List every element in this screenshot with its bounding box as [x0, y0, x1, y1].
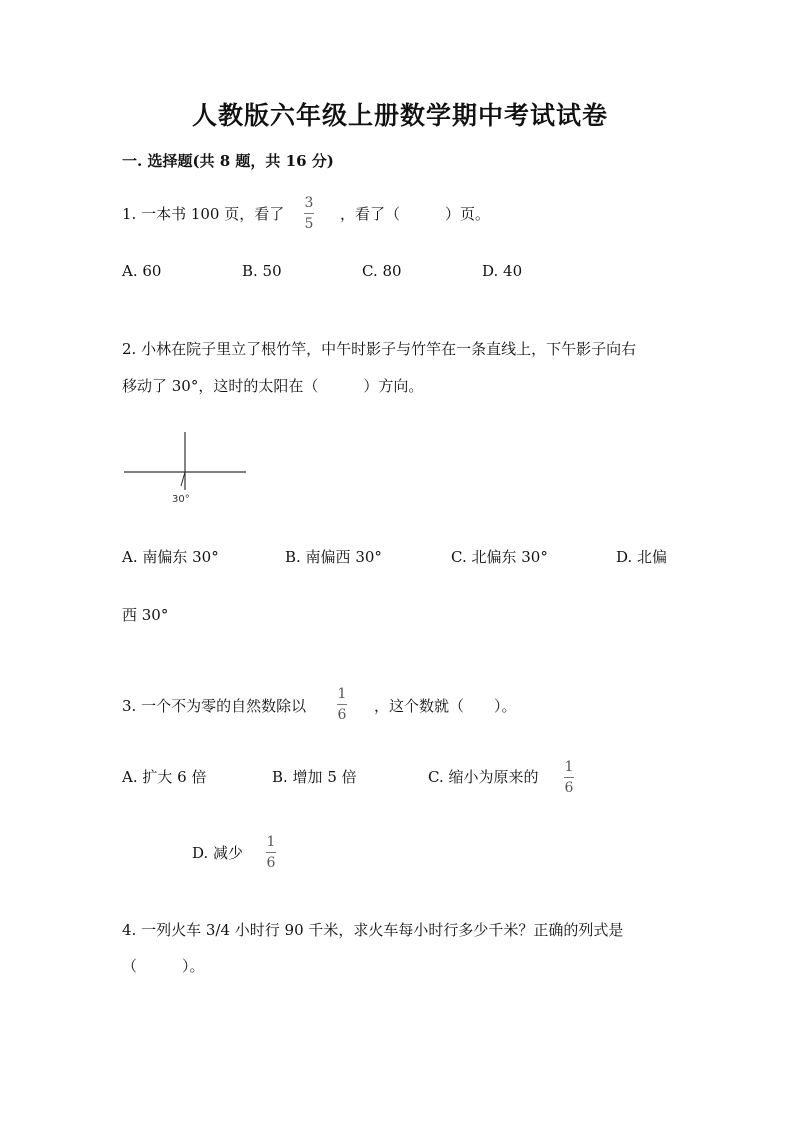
- option-b[interactable]: B. 增加 5 倍: [272, 768, 357, 786]
- option-d[interactable]: D. 减少: [192, 844, 244, 862]
- option-c-fraction: [564, 760, 574, 795]
- question-4-stem-line1: 4. 一列火车 3/4 小时行 90 千米，求火车每小时行多少千米？正确的列式是: [122, 921, 624, 939]
- page-title: 人教版六年级上册数学期中考试试卷: [191, 101, 608, 130]
- question-1-stem-before: 1. 一本书 100 页，看了: [122, 205, 285, 223]
- option-b[interactable]: B. 南偏西 30°: [285, 548, 382, 566]
- fraction-denominator: 6: [337, 707, 347, 723]
- question-2-stem-line2: 移动了 30°，这时的太阳在（ ）方向。: [122, 377, 424, 395]
- option-d[interactable]: D. 40: [482, 262, 523, 280]
- fraction-1-6: [337, 687, 347, 722]
- option-d-continued[interactable]: 西 30°: [122, 606, 169, 624]
- angle-label: 30°: [172, 494, 190, 505]
- question-3-stem-after: ，这个数就（ ）。: [374, 697, 517, 715]
- fraction-numerator: 3: [304, 195, 314, 211]
- fraction-denominator: 6: [266, 855, 276, 871]
- shadow-angle-diagram: [120, 428, 260, 518]
- fraction-numerator: 1: [266, 834, 276, 850]
- fraction-numerator: 1: [564, 759, 574, 775]
- option-a[interactable]: A. 南偏东 30°: [122, 548, 219, 566]
- question-1-stem-after: ，看了（ ）页。: [340, 205, 491, 223]
- option-b[interactable]: B. 50: [242, 262, 282, 280]
- fraction-bar: [266, 852, 276, 853]
- option-c[interactable]: C. 缩小为原来的: [428, 768, 539, 786]
- fraction-bar: [564, 777, 574, 778]
- fraction-denominator: 6: [564, 780, 574, 796]
- option-d[interactable]: D. 北偏: [616, 548, 668, 566]
- fraction-denominator: 5: [304, 216, 314, 232]
- fraction-bar: [337, 704, 347, 705]
- option-c[interactable]: C. 80: [362, 262, 402, 280]
- fraction-3-5: [304, 196, 314, 231]
- option-d-fraction: [266, 835, 276, 870]
- section-heading: 一. 选择题(共 8 题，共 16 分): [122, 152, 334, 170]
- option-a[interactable]: A. 60: [122, 262, 162, 280]
- option-c[interactable]: C. 北偏东 30°: [451, 548, 548, 566]
- question-4-stem-line2: （ ）。: [122, 957, 205, 975]
- question-3-stem-before: 3. 一个不为零的自然数除以: [122, 697, 307, 715]
- option-a[interactable]: A. 扩大 6 倍: [122, 768, 207, 786]
- question-2-stem-line1: 2. 小林在院子里立了根竹竿，中午时影子与竹竿在一条直线上，下午影子向右: [122, 340, 637, 358]
- shadow-line: [181, 472, 185, 486]
- fraction-numerator: 1: [337, 686, 347, 702]
- fraction-bar: [304, 213, 314, 214]
